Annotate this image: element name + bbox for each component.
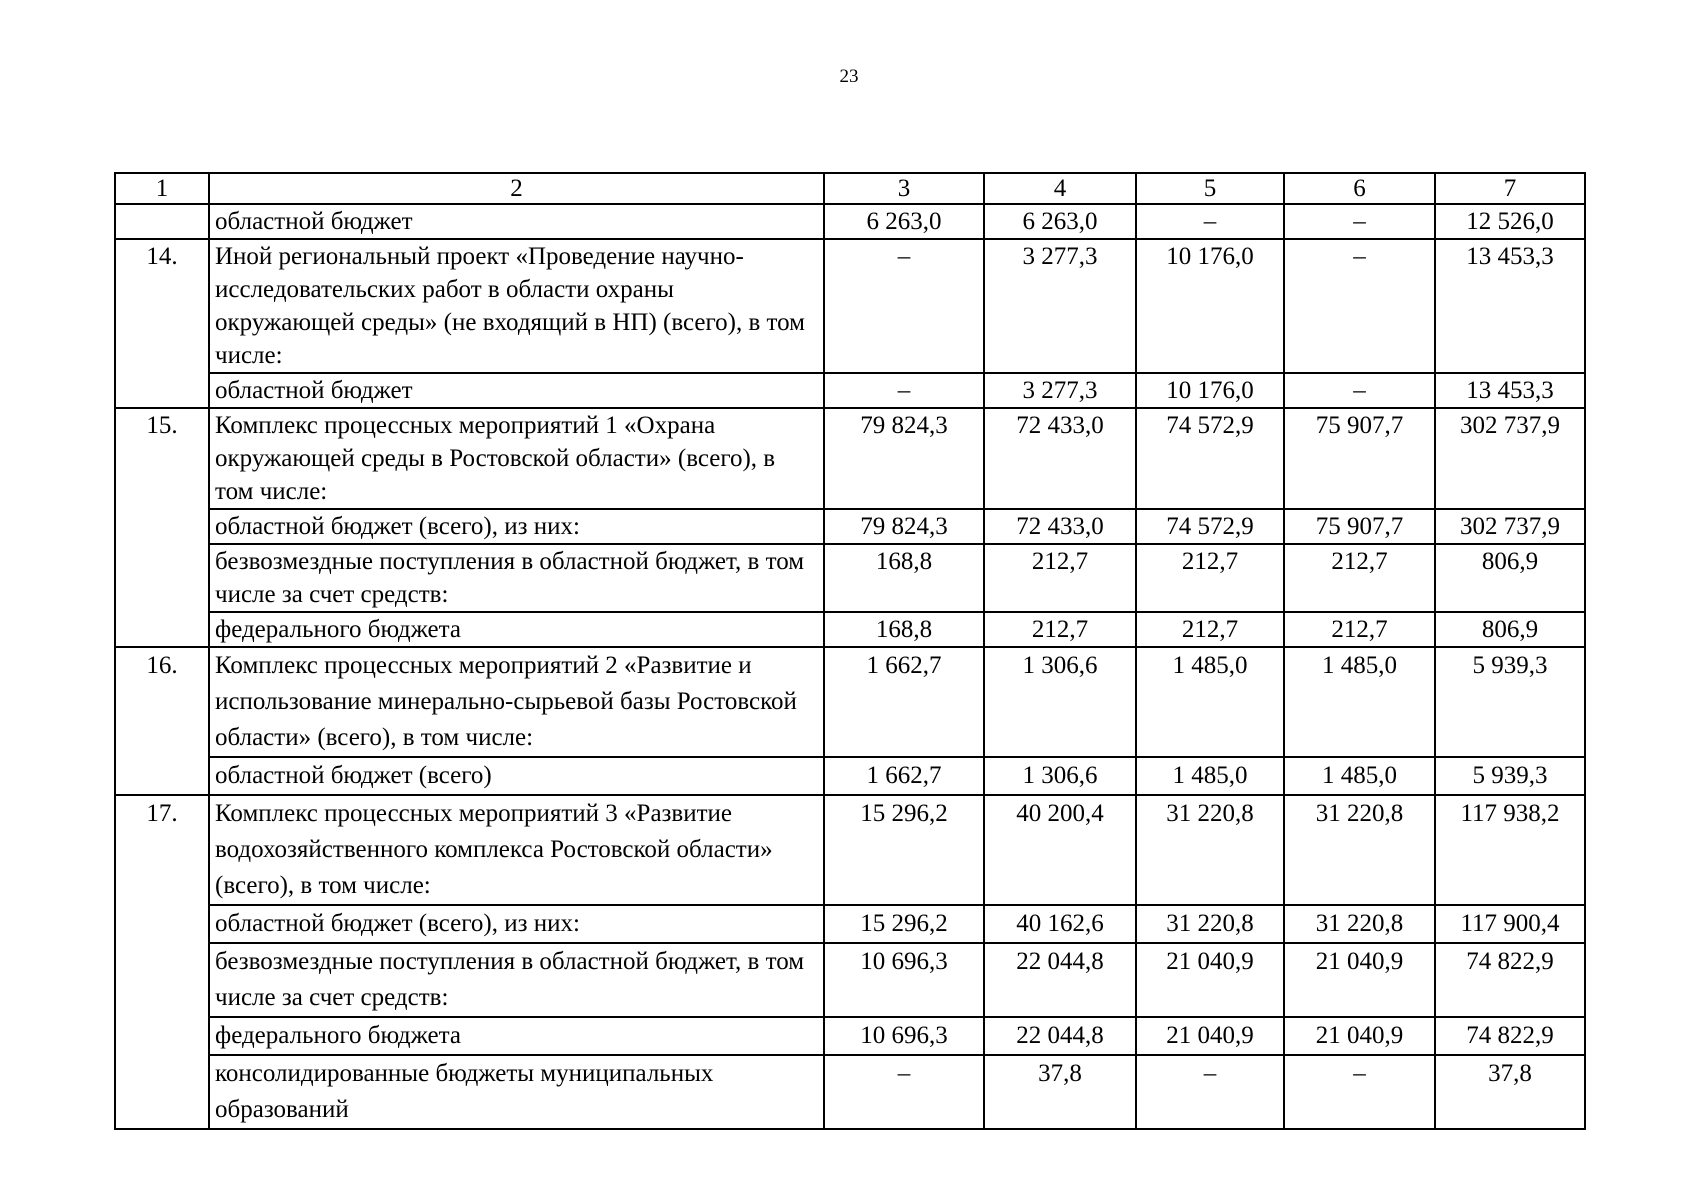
- row-value-cell: 21 040,9: [1136, 1017, 1284, 1055]
- row-description-cell: федерального бюджета: [209, 612, 824, 647]
- table-row: [115, 408, 1585, 509]
- row-value-cell: 15 296,2: [824, 905, 984, 943]
- row-value-cell: 10 696,3: [824, 943, 984, 1017]
- row-description-cell: областной бюджет: [209, 204, 824, 239]
- row-value-cell: 117 900,4: [1435, 905, 1585, 943]
- row-value-cell: 37,8: [1435, 1055, 1585, 1129]
- row-value-cell: 212,7: [984, 612, 1136, 647]
- row-value-cell: 74 572,9: [1136, 509, 1284, 544]
- row-value-cell: 10 176,0: [1136, 239, 1284, 373]
- row-value-cell: 31 220,8: [1284, 795, 1435, 905]
- row-number-cell: 17.: [115, 795, 209, 1129]
- row-value-cell: 74 822,9: [1435, 943, 1585, 1017]
- row-value-cell: 12 526,0: [1435, 204, 1585, 239]
- page-number: 23: [839, 66, 859, 87]
- table-row: [115, 1055, 1585, 1129]
- row-value-cell: 10 176,0: [1136, 373, 1284, 408]
- row-value-cell: –: [1284, 239, 1435, 373]
- budget-table: [114, 172, 1586, 1130]
- row-value-cell: 1 485,0: [1136, 647, 1284, 757]
- row-value-cell: 1 662,7: [824, 647, 984, 757]
- row-value-cell: 22 044,8: [984, 1017, 1136, 1055]
- table-row: [115, 544, 1585, 612]
- row-value-cell: 6 263,0: [824, 204, 984, 239]
- header-cell: 7: [1435, 173, 1585, 204]
- row-value-cell: –: [1136, 204, 1284, 239]
- table-row: [115, 204, 1585, 239]
- row-description-cell: областной бюджет (всего), из них:: [209, 509, 824, 544]
- row-value-cell: –: [824, 1055, 984, 1129]
- header-cell: 1: [115, 173, 209, 204]
- row-value-cell: –: [1284, 204, 1435, 239]
- table-row: [115, 612, 1585, 647]
- table-row: [115, 757, 1585, 795]
- header-cell: 2: [209, 173, 824, 204]
- row-value-cell: 15 296,2: [824, 795, 984, 905]
- row-value-cell: 1 485,0: [1284, 647, 1435, 757]
- row-description-cell: областной бюджет: [209, 373, 824, 408]
- row-description-cell: консолидированные бюджеты муниципальных образований: [209, 1055, 824, 1129]
- row-value-cell: 5 939,3: [1435, 647, 1585, 757]
- row-value-cell: 806,9: [1435, 544, 1585, 612]
- row-value-cell: 302 737,9: [1435, 509, 1585, 544]
- row-number-cell: [115, 204, 209, 239]
- row-number-cell: 16.: [115, 647, 209, 795]
- row-value-cell: 21 040,9: [1284, 1017, 1435, 1055]
- row-value-cell: 74 822,9: [1435, 1017, 1585, 1055]
- row-value-cell: 3 277,3: [984, 373, 1136, 408]
- row-value-cell: 13 453,3: [1435, 239, 1585, 373]
- row-value-cell: 806,9: [1435, 612, 1585, 647]
- row-value-cell: 168,8: [824, 544, 984, 612]
- row-value-cell: –: [1284, 1055, 1435, 1129]
- row-value-cell: 212,7: [1284, 544, 1435, 612]
- table-row: [115, 1017, 1585, 1055]
- row-description-cell: безвозмездные поступления в областной бюджет, в том числе за счет средств:: [209, 943, 824, 1017]
- row-value-cell: 1 485,0: [1136, 757, 1284, 795]
- table-row: [115, 373, 1585, 408]
- row-value-cell: 72 433,0: [984, 408, 1136, 509]
- row-value-cell: 79 824,3: [824, 408, 984, 509]
- row-description-cell: Комплекс процессных мероприятий 1 «Охрана окружающей среды в Ростовской области» (всего), в том числе:: [209, 408, 824, 509]
- row-value-cell: 31 220,8: [1284, 905, 1435, 943]
- table-header-row: [115, 173, 1585, 204]
- table-row: [115, 795, 1585, 905]
- table-row: [115, 943, 1585, 1017]
- row-value-cell: 31 220,8: [1136, 905, 1284, 943]
- row-description-cell: Комплекс процессных мероприятий 2 «Развитие и использование минерально-сырьевой базы Ростовской области» (всего), в том числе:: [209, 647, 824, 757]
- row-value-cell: 1 306,6: [984, 757, 1136, 795]
- row-value-cell: 168,8: [824, 612, 984, 647]
- table-row: [115, 239, 1585, 373]
- row-value-cell: 37,8: [984, 1055, 1136, 1129]
- row-value-cell: –: [1284, 373, 1435, 408]
- row-value-cell: 13 453,3: [1435, 373, 1585, 408]
- header-cell: 4: [984, 173, 1136, 204]
- row-value-cell: 3 277,3: [984, 239, 1136, 373]
- row-value-cell: 75 907,7: [1284, 509, 1435, 544]
- row-value-cell: 1 306,6: [984, 647, 1136, 757]
- row-number-cell: 14.: [115, 239, 209, 408]
- row-value-cell: 72 433,0: [984, 509, 1136, 544]
- row-value-cell: 212,7: [1136, 612, 1284, 647]
- row-number-cell: 15.: [115, 408, 209, 647]
- row-value-cell: 75 907,7: [1284, 408, 1435, 509]
- table-row: [115, 647, 1585, 757]
- row-description-cell: федерального бюджета: [209, 1017, 824, 1055]
- row-value-cell: –: [824, 239, 984, 373]
- row-description-cell: безвозмездные поступления в областной бюджет, в том числе за счет средств:: [209, 544, 824, 612]
- row-value-cell: 1 485,0: [1284, 757, 1435, 795]
- table-row: [115, 509, 1585, 544]
- row-value-cell: 212,7: [1136, 544, 1284, 612]
- row-value-cell: 5 939,3: [1435, 757, 1585, 795]
- row-value-cell: 31 220,8: [1136, 795, 1284, 905]
- row-value-cell: 40 200,4: [984, 795, 1136, 905]
- header-cell: 3: [824, 173, 984, 204]
- header-cell: 5: [1136, 173, 1284, 204]
- row-value-cell: 21 040,9: [1284, 943, 1435, 1017]
- header-cell: 6: [1284, 173, 1435, 204]
- row-value-cell: 6 263,0: [984, 204, 1136, 239]
- row-value-cell: 79 824,3: [824, 509, 984, 544]
- row-value-cell: 40 162,6: [984, 905, 1136, 943]
- row-description-cell: областной бюджет (всего), из них:: [209, 905, 824, 943]
- row-value-cell: 21 040,9: [1136, 943, 1284, 1017]
- row-description-cell: областной бюджет (всего): [209, 757, 824, 795]
- row-value-cell: 212,7: [1284, 612, 1435, 647]
- row-value-cell: –: [824, 373, 984, 408]
- row-value-cell: 22 044,8: [984, 943, 1136, 1017]
- row-value-cell: 302 737,9: [1435, 408, 1585, 509]
- row-value-cell: 117 938,2: [1435, 795, 1585, 905]
- row-value-cell: 1 662,7: [824, 757, 984, 795]
- row-value-cell: –: [1136, 1055, 1284, 1129]
- row-value-cell: 74 572,9: [1136, 408, 1284, 509]
- row-description-cell: Иной региональный проект «Проведение научно-исследовательских работ в области охраны окружающей среды» (не входящий в НП) (всего), в том числе:: [209, 239, 824, 373]
- table-row: [115, 905, 1585, 943]
- row-value-cell: 212,7: [984, 544, 1136, 612]
- row-description-cell: Комплекс процессных мероприятий 3 «Развитие водохозяйственного комплекса Ростовской области» (всего), в том числе:: [209, 795, 824, 905]
- row-value-cell: 10 696,3: [824, 1017, 984, 1055]
